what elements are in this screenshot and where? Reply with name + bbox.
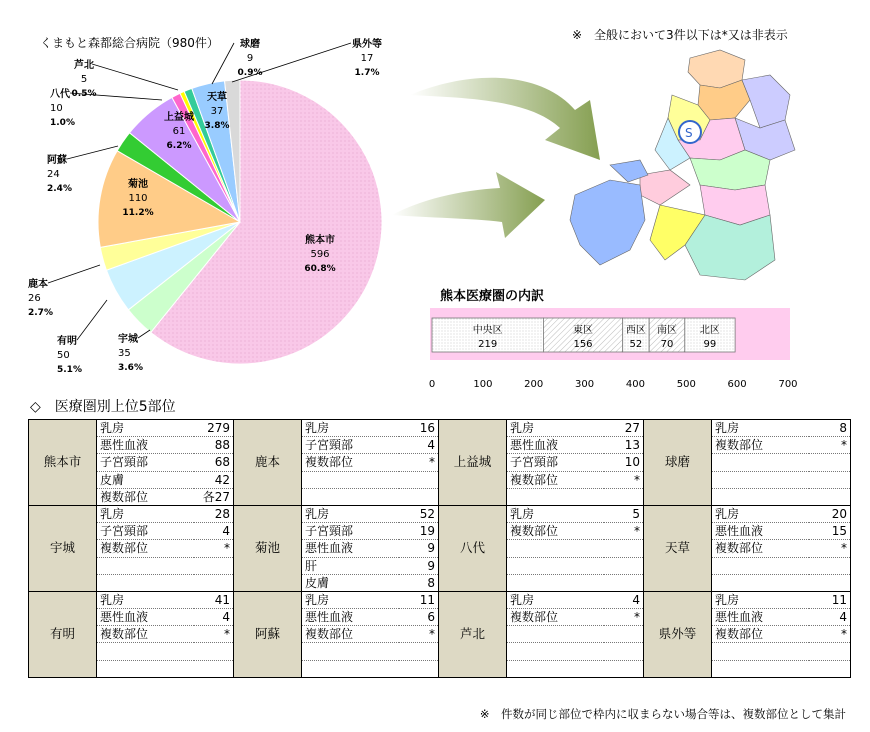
site-count: 6 bbox=[399, 609, 439, 626]
pie-chart bbox=[98, 80, 382, 364]
site-count: 11 bbox=[399, 591, 439, 608]
site-count: 4 bbox=[194, 523, 234, 540]
bar-tick-label: 300 bbox=[575, 379, 595, 390]
bar-tick-label: 0 bbox=[428, 379, 436, 390]
site-count: 19 bbox=[399, 523, 439, 540]
pie-label-9 bbox=[212, 37, 262, 84]
site-name: 悪性血液 bbox=[97, 437, 194, 454]
site-count: 20 bbox=[809, 505, 851, 522]
area-name: 阿蘇 bbox=[234, 591, 302, 677]
site-name bbox=[507, 574, 604, 591]
site-name: 乳房 bbox=[712, 420, 809, 437]
pie-label-value: 110 bbox=[128, 193, 148, 204]
site-count bbox=[809, 454, 851, 471]
bar-title: 熊本医療圏の内訳 bbox=[440, 289, 545, 304]
site-name: 乳房 bbox=[97, 591, 194, 608]
site-name bbox=[97, 660, 194, 677]
site-count: * bbox=[604, 471, 644, 488]
bar-segment-value: 156 bbox=[573, 339, 593, 350]
area-name: 熊本市 bbox=[29, 420, 97, 506]
site-name bbox=[712, 471, 809, 488]
bar-tick-label: 200 bbox=[524, 379, 544, 390]
pie-label-name: 有明 bbox=[57, 336, 77, 347]
bar-segment-value: 99 bbox=[703, 339, 717, 350]
pie-label-8 bbox=[72, 58, 178, 99]
area-name: 菊池 bbox=[234, 505, 302, 591]
site-name bbox=[507, 540, 604, 557]
site-name: 乳房 bbox=[97, 420, 194, 437]
pie-label-pct: 1.0% bbox=[50, 118, 75, 128]
pie-label-3 bbox=[28, 265, 100, 318]
pie-label-value: 24 bbox=[47, 169, 60, 180]
site-name: 乳房 bbox=[302, 505, 399, 522]
site-count: 15 bbox=[809, 523, 851, 540]
site-name bbox=[302, 660, 399, 677]
bar-axis-ticks bbox=[429, 379, 798, 390]
pie-label-value: 35 bbox=[118, 348, 131, 359]
pie-label-name: 球磨 bbox=[240, 39, 260, 50]
top-note: ※ 全般において3件以下は*又は非表示 bbox=[572, 28, 788, 42]
site-name: 複数部位 bbox=[507, 471, 604, 488]
site-count: 11 bbox=[809, 591, 851, 608]
site-count: 16 bbox=[399, 420, 439, 437]
site-name: 乳房 bbox=[302, 420, 399, 437]
pie-label-value: 17 bbox=[360, 53, 374, 64]
pie-label-pct: 2.7% bbox=[28, 308, 53, 318]
bar-segment-value: 70 bbox=[660, 339, 674, 350]
area-name: 県外等 bbox=[644, 591, 712, 677]
site-count: 各27 bbox=[194, 488, 234, 505]
pie-label-pct: 0.9% bbox=[237, 68, 263, 78]
svg-text:S: S bbox=[685, 126, 693, 140]
pie-label-value: 5 bbox=[80, 74, 88, 85]
site-count bbox=[399, 643, 439, 660]
site-name: 複数部位 bbox=[712, 626, 809, 643]
site-name: 複数部位 bbox=[507, 609, 604, 626]
site-count bbox=[809, 574, 851, 591]
site-count: 4 bbox=[809, 609, 851, 626]
site-name bbox=[712, 660, 809, 677]
site-count: * bbox=[399, 626, 439, 643]
bar-tick-label: 500 bbox=[676, 379, 696, 390]
site-count: 13 bbox=[604, 437, 644, 454]
table-row bbox=[29, 591, 851, 608]
site-name bbox=[507, 488, 604, 505]
site-count: * bbox=[194, 626, 234, 643]
site-name: 乳房 bbox=[507, 591, 604, 608]
site-name: 乳房 bbox=[712, 591, 809, 608]
site-name bbox=[97, 574, 194, 591]
site-count: * bbox=[809, 437, 851, 454]
site-count: 5 bbox=[604, 505, 644, 522]
section-heading: ◇ 医療圏別上位5部位 bbox=[30, 399, 176, 415]
site-name bbox=[712, 488, 809, 505]
site-name: 複数部位 bbox=[302, 454, 399, 471]
pie-label-pct: 3.6% bbox=[118, 363, 143, 373]
site-count bbox=[604, 660, 644, 677]
site-name bbox=[302, 488, 399, 505]
site-name bbox=[712, 557, 809, 574]
site-count bbox=[809, 471, 851, 488]
site-name: 悪性血液 bbox=[507, 437, 604, 454]
pie-label-name: 菊池 bbox=[128, 179, 148, 190]
area-name: 天草 bbox=[644, 505, 712, 591]
pie-label-value: 596 bbox=[310, 249, 330, 260]
site-name bbox=[712, 643, 809, 660]
stacked-bar bbox=[432, 318, 735, 352]
site-name: 子宮頸部 bbox=[97, 454, 194, 471]
area-name: 宇城 bbox=[29, 505, 97, 591]
site-name: 乳房 bbox=[712, 505, 809, 522]
site-name: 複数部位 bbox=[302, 626, 399, 643]
site-count bbox=[194, 557, 234, 574]
pie-label-value: 37 bbox=[210, 106, 224, 117]
site-name: 悪性血液 bbox=[97, 609, 194, 626]
site-count bbox=[809, 557, 851, 574]
pie-label-name: 熊本市 bbox=[305, 235, 335, 246]
site-name: 悪性血液 bbox=[302, 609, 399, 626]
pie-label-value: 61 bbox=[172, 126, 186, 137]
site-count: 10 bbox=[604, 454, 644, 471]
arrow-lower bbox=[392, 172, 545, 238]
pie-label-name: 阿蘇 bbox=[47, 155, 67, 166]
site-name: 乳房 bbox=[302, 591, 399, 608]
pie-label-name: 天草 bbox=[207, 92, 227, 103]
site-name: 子宮頸部 bbox=[97, 523, 194, 540]
site-name: 乳房 bbox=[97, 505, 194, 522]
pie-label-value: 10 bbox=[50, 103, 63, 114]
arrow-upper bbox=[410, 78, 600, 160]
pie-label-value: 50 bbox=[57, 350, 70, 361]
site-name: 子宮頸部 bbox=[302, 437, 399, 454]
site-name bbox=[97, 643, 194, 660]
site-count: 9 bbox=[399, 540, 439, 557]
site-count: * bbox=[809, 626, 851, 643]
site-name: 皮膚 bbox=[302, 574, 399, 591]
site-name: 悪性血液 bbox=[712, 609, 809, 626]
site-name: 皮膚 bbox=[97, 471, 194, 488]
pie-label-name: 県外等 bbox=[352, 39, 382, 50]
pie-label-pct: 3.8% bbox=[204, 121, 230, 131]
site-count: * bbox=[604, 609, 644, 626]
site-name: 悪性血液 bbox=[302, 540, 399, 557]
ranking-table bbox=[28, 419, 851, 678]
pie-label-pct: 2.4% bbox=[47, 184, 72, 194]
site-count bbox=[194, 643, 234, 660]
site-count: 68 bbox=[194, 454, 234, 471]
site-name: 複数部位 bbox=[507, 523, 604, 540]
site-count: 279 bbox=[194, 420, 234, 437]
area-name: 有明 bbox=[29, 591, 97, 677]
site-count bbox=[809, 488, 851, 505]
bar-tick-label: 400 bbox=[625, 379, 645, 390]
site-name: 子宮頸部 bbox=[302, 523, 399, 540]
bar-tick-label: 100 bbox=[473, 379, 493, 390]
site-count: * bbox=[809, 540, 851, 557]
site-count bbox=[809, 643, 851, 660]
area-name: 上益城 bbox=[439, 420, 507, 506]
site-name: 複数部位 bbox=[97, 488, 194, 505]
site-count bbox=[604, 626, 644, 643]
site-name bbox=[507, 557, 604, 574]
area-name: 八代 bbox=[439, 505, 507, 591]
table-row bbox=[29, 505, 851, 522]
site-name bbox=[712, 454, 809, 471]
site-count bbox=[604, 574, 644, 591]
site-count: * bbox=[194, 540, 234, 557]
site-count: 4 bbox=[604, 591, 644, 608]
pie-label-value: 26 bbox=[28, 293, 41, 304]
site-name bbox=[302, 471, 399, 488]
bar-segment-name: 西区 bbox=[625, 325, 646, 336]
pie-label-pct: 6.2% bbox=[166, 141, 192, 151]
site-name bbox=[507, 626, 604, 643]
site-name: 複数部位 bbox=[712, 540, 809, 557]
site-count bbox=[399, 471, 439, 488]
site-count bbox=[194, 660, 234, 677]
site-count bbox=[604, 643, 644, 660]
site-name: 複数部位 bbox=[97, 626, 194, 643]
site-count: 27 bbox=[604, 420, 644, 437]
pie-label-2 bbox=[57, 300, 107, 375]
pie-label-pct: 5.1% bbox=[57, 365, 82, 375]
site-count: * bbox=[604, 523, 644, 540]
site-name bbox=[712, 574, 809, 591]
bar-segment-value: 52 bbox=[629, 339, 643, 350]
pie-title: くまもと森都総合病院（980件） bbox=[40, 36, 219, 50]
site-name bbox=[302, 643, 399, 660]
site-count: * bbox=[399, 454, 439, 471]
site-count: 8 bbox=[809, 420, 851, 437]
pie-label-name: 宇城 bbox=[118, 334, 138, 345]
site-count: 28 bbox=[194, 505, 234, 522]
site-count bbox=[194, 574, 234, 591]
footer-note: ※ 件数が同じ部位で枠内に収まらない場合等は、複数部位として集計 bbox=[479, 707, 846, 721]
pie-label-value: 9 bbox=[246, 53, 254, 64]
site-count: 41 bbox=[194, 591, 234, 608]
bar-tick-label: 600 bbox=[727, 379, 747, 390]
bar-segment-name: 中央区 bbox=[472, 325, 503, 336]
site-name: 子宮頸部 bbox=[507, 454, 604, 471]
site-count bbox=[809, 660, 851, 677]
site-name bbox=[507, 660, 604, 677]
pie-label-name: 鹿本 bbox=[28, 279, 48, 290]
bar-segment-name: 北区 bbox=[699, 325, 720, 336]
pie-label-name: 八代 bbox=[50, 89, 70, 100]
pie-label-name: 上益城 bbox=[164, 112, 194, 123]
site-name: 肝 bbox=[302, 557, 399, 574]
site-count: 8 bbox=[399, 574, 439, 591]
site-name: 乳房 bbox=[507, 420, 604, 437]
area-name: 球磨 bbox=[644, 420, 712, 506]
site-name bbox=[507, 643, 604, 660]
site-count bbox=[604, 557, 644, 574]
site-count bbox=[399, 660, 439, 677]
pie-label-pct: 1.7% bbox=[354, 68, 380, 78]
table-row bbox=[29, 420, 851, 437]
site-count: 4 bbox=[194, 609, 234, 626]
site-name: 悪性血液 bbox=[712, 523, 809, 540]
area-name: 芦北 bbox=[439, 591, 507, 677]
pie-label-pct: 60.8% bbox=[304, 264, 336, 274]
area-name: 鹿本 bbox=[234, 420, 302, 506]
pie-label-pct: 0.5% bbox=[71, 89, 97, 99]
bar-tick-label: 700 bbox=[778, 379, 798, 390]
site-count bbox=[604, 540, 644, 557]
pie-label-name: 芦北 bbox=[74, 60, 94, 71]
bar-segment-name: 東区 bbox=[573, 325, 593, 336]
site-count bbox=[399, 488, 439, 505]
site-count: 88 bbox=[194, 437, 234, 454]
site-name: 乳房 bbox=[507, 505, 604, 522]
site-count: 9 bbox=[399, 557, 439, 574]
bar-segment-name: 南区 bbox=[657, 325, 677, 336]
site-name: 複数部位 bbox=[712, 437, 809, 454]
site-count: 42 bbox=[194, 471, 234, 488]
site-count bbox=[604, 488, 644, 505]
pie-label-pct: 11.2% bbox=[122, 208, 154, 218]
bar-segment-value: 219 bbox=[478, 339, 498, 350]
site-count: 52 bbox=[399, 505, 439, 522]
kumamoto-map bbox=[570, 50, 795, 280]
pie-label-1 bbox=[118, 330, 150, 373]
site-name bbox=[97, 557, 194, 574]
site-count: 4 bbox=[399, 437, 439, 454]
site-name: 複数部位 bbox=[97, 540, 194, 557]
